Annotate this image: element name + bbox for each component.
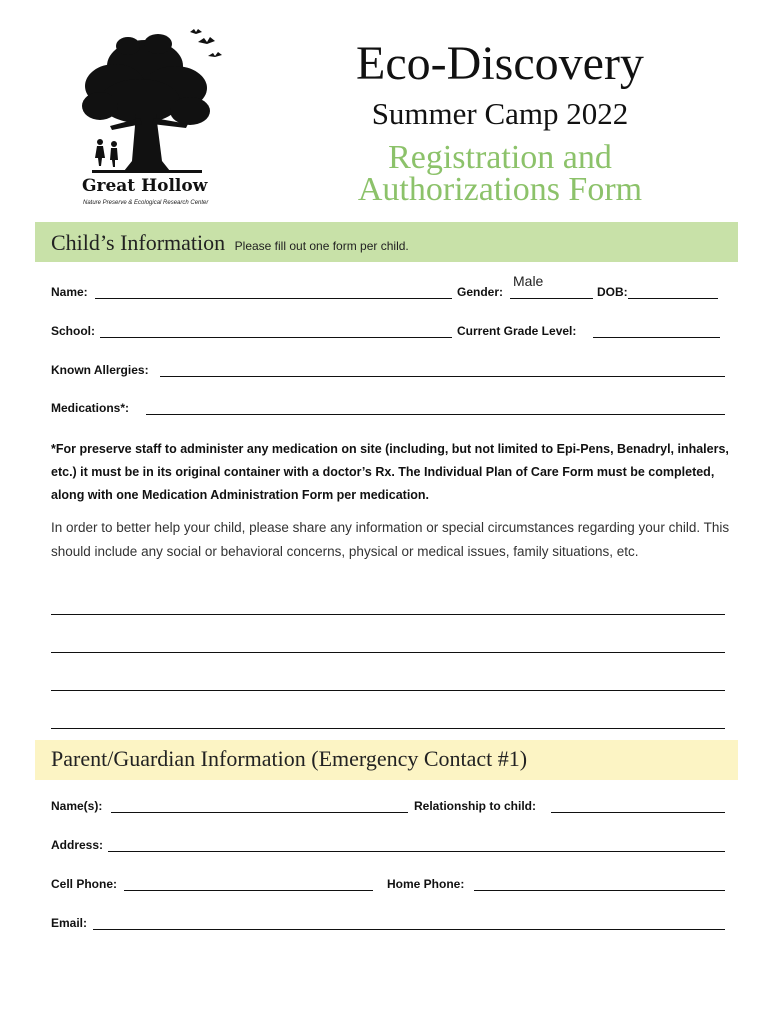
great-hollow-logo bbox=[70, 26, 230, 216]
allergies-field[interactable] bbox=[160, 376, 725, 377]
home-phone-label: Home Phone: bbox=[387, 877, 465, 891]
grade-label: Current Grade Level: bbox=[457, 324, 577, 338]
child-info-note: Please fill out one form per child. bbox=[234, 239, 409, 253]
email-field[interactable] bbox=[93, 929, 725, 930]
form-title bbox=[300, 139, 700, 208]
relationship-field[interactable] bbox=[551, 812, 725, 813]
parent-info-section-header bbox=[35, 740, 738, 780]
notes-line-1[interactable] bbox=[51, 614, 725, 615]
medications-field[interactable] bbox=[146, 414, 725, 415]
name-label: Name: bbox=[51, 285, 88, 299]
allergies-label: Known Allergies: bbox=[51, 363, 149, 377]
child-info-section-header bbox=[35, 222, 738, 262]
dob-field[interactable] bbox=[628, 298, 718, 299]
school-field[interactable] bbox=[100, 337, 452, 338]
relationship-label: Relationship to child: bbox=[414, 799, 536, 813]
page-title: Eco-Discovery bbox=[356, 37, 644, 90]
logo-name: Great Hollow bbox=[82, 176, 208, 196]
page-subtitle: Summer Camp 2022 bbox=[371, 96, 629, 131]
notes-line-2[interactable] bbox=[51, 652, 725, 653]
form-title-line1: Registration and bbox=[388, 139, 612, 176]
notes-line-3[interactable] bbox=[51, 690, 725, 691]
address-label: Address: bbox=[51, 838, 104, 852]
gender-value: Male bbox=[513, 273, 544, 289]
medication-notice: *For preserve staff to administer any medication on site (including, but not limited to Epi-Pens, Benadryl, inhalers, etc.) it must be in its original container with a doctor’s Rx. The Individual Plan of Care Form must be completed, along with one Medication Administration Form per medication. bbox=[51, 442, 729, 502]
email-label: Email: bbox=[51, 916, 88, 930]
child-info-heading: Child’s Information bbox=[51, 230, 226, 255]
gender-label: Gender: bbox=[457, 285, 504, 299]
cell-phone-label: Cell Phone: bbox=[51, 877, 118, 891]
parent-info-heading: Parent/Guardian Information (Emergency Contact #1) bbox=[51, 746, 528, 771]
gender-field[interactable] bbox=[510, 298, 593, 299]
special-circumstances-instructions: In order to better help your child, please share any information or special circumstances regarding your child. This should include any social or behavioral concerns, physical or medical issues, family situations, etc. bbox=[51, 520, 730, 559]
address-field[interactable] bbox=[108, 851, 725, 852]
tree-icon bbox=[70, 26, 230, 176]
dob-label: DOB: bbox=[597, 285, 628, 299]
logo-tagline: Nature Preserve & Ecological Research Center bbox=[83, 200, 209, 206]
name-field[interactable] bbox=[95, 298, 452, 299]
parent-names-label: Name(s): bbox=[51, 799, 103, 813]
home-phone-field[interactable] bbox=[474, 890, 725, 891]
medications-label: Medications*: bbox=[51, 401, 130, 415]
grade-field[interactable] bbox=[593, 337, 720, 338]
form-title-line2: Authorizations Form bbox=[357, 171, 643, 208]
notes-line-4[interactable] bbox=[51, 728, 725, 729]
school-label: School: bbox=[51, 324, 95, 338]
parent-names-field[interactable] bbox=[111, 812, 408, 813]
cell-phone-field[interactable] bbox=[124, 890, 373, 891]
